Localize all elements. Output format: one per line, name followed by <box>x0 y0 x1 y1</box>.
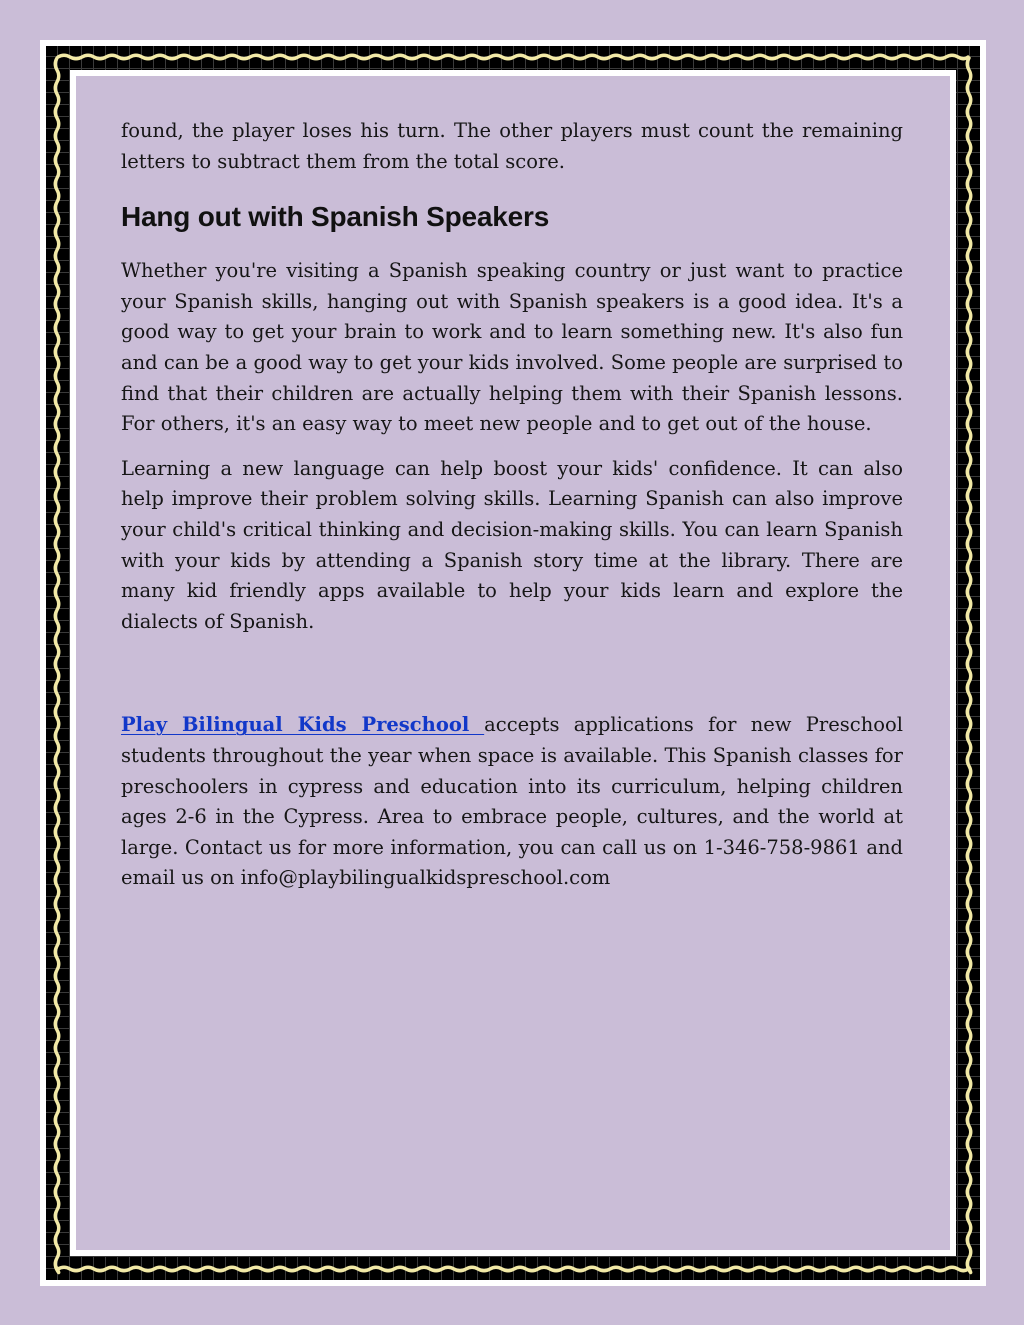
border-wave-bottom <box>58 1267 968 1271</box>
continued-paragraph: found, the player loses his turn. The other players must count the remaining letters to subtract them from the total score. <box>121 119 903 173</box>
spacer <box>121 637 903 710</box>
promo-paragraph <box>121 710 903 894</box>
document-body <box>121 116 903 894</box>
paragraph-learning-language: Learning a new language can help boost your kids' confidence. It can also help improve their problem solving skills. Learning Spanish can also improve your child's critical thinking and decision-making skills. You can learn Spanish with your kids by attending a Spanish story time at the library. There are many kid friendly apps available to help your kids learn and explore the dialects of Spanish. <box>121 456 903 633</box>
section-heading: Hang out with Spanish Speakers <box>121 201 550 233</box>
border-wave-left <box>55 58 59 1273</box>
border-wave-top <box>58 55 968 59</box>
border-wave-right <box>967 58 971 1273</box>
preschool-link[interactable]: Play Bilingual Kids Preschool <box>121 713 485 737</box>
promo-text: accepts applications for new Preschool students throughout the year when space is available. This Spanish classes for preschoolers in cypress and education into its curriculum, helping children ages 2-6 in the Cypress. Area to embrace people, cultures, and the world at large. Contact us for more information, you can call us on 1-346-758-9861 and email us on info@playbilingualkidspreschool.com <box>121 713 903 890</box>
paragraph-hanging-out: Whether you're visiting a Spanish speaking country or just want to practice your Spanish skills, hanging out with Spanish speakers is a good idea. It's a good way to get your brain to work and to learn something new. It's also fun and can be a good way to get your kids involved. Some people are surprised to find that their children are actually helping them with their Spanish lessons. For others, it's an easy way to meet new people and to get out of the house. <box>121 259 903 436</box>
